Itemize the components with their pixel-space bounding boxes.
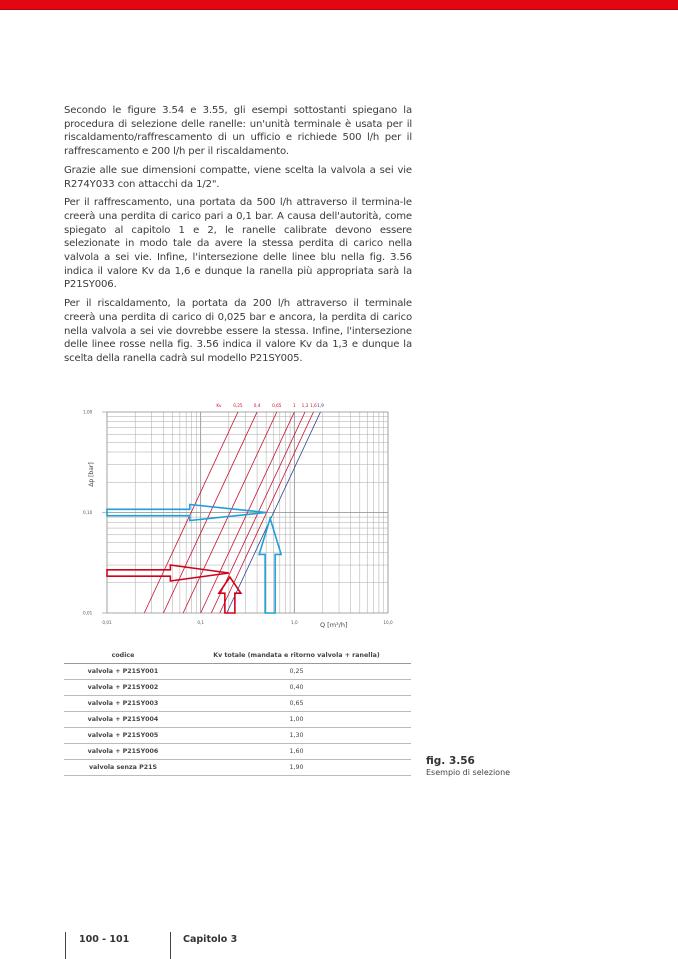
paragraph: Grazie alle sue dimensioni compatte, viene scelta la valvola a sei vie R274Y033 con attacchi da 1/2".	[64, 164, 412, 190]
table-header-row	[64, 648, 411, 664]
kv-curve-label: 1,9	[317, 403, 324, 408]
heating-horizontal-arrow	[107, 565, 229, 581]
table-row	[64, 664, 411, 680]
y-axis-label: Δp [bar]	[88, 462, 95, 487]
x-tick-label: 0,1	[197, 620, 205, 625]
cell-code: valvola + P21SY005	[64, 728, 182, 744]
table-row	[64, 680, 411, 696]
cell-code: valvola + P21SY004	[64, 712, 182, 728]
cell-kv: 1,30	[182, 728, 411, 744]
paragraph: Per il riscaldamento, la portata da 200 l/h attraverso il terminale creerà una perdita di carico di 0,025 bar e ancora, la perdita di carico nella valvola a sei vie dovrebbe essere la stessa. Infine, l'intersezione delle linee rosse nella fig. 3.56 indica il valore Kv da 1,3 e dunque la scelta della ranella cadrà sul modello P21SY005.	[64, 298, 412, 364]
x-tick-label: 1,0	[290, 620, 298, 625]
cell-kv: 0,40	[182, 680, 411, 696]
table-row	[64, 744, 411, 760]
kv-curve-label: 1	[292, 403, 296, 408]
cell-kv: 0,65	[182, 696, 411, 712]
cell-kv: 1,90	[182, 760, 411, 776]
x-axis-label: Q [m³/h]	[320, 621, 348, 629]
page-numbers: 100 - 101	[79, 934, 130, 945]
kv-curve-label: 1,6	[310, 403, 317, 408]
table-row	[64, 760, 411, 776]
cell-code: valvola senza P21S	[64, 760, 182, 776]
cell-code: valvola + P21SY002	[64, 680, 182, 696]
y-tick-label: 0,01	[83, 610, 93, 616]
cell-code: valvola + P21SY003	[64, 696, 182, 712]
y-tick-label: 0,10	[83, 510, 93, 515]
kv-label: Kv	[216, 403, 222, 408]
table-row	[64, 728, 411, 744]
cell-code: valvola + P21SY001	[64, 664, 182, 680]
paragraph: Secondo le figure 3.54 e 3.55, gli esempi sottostanti spiegano la procedura di selezione delle ranelle: un'unità terminale è usata per il riscaldamento/raffrescamento di un ufficio e richiede 500 l/h per il raffrescamento e 200 l/h per il riscaldamento.	[64, 105, 412, 158]
y-tick-label: 1,00	[83, 409, 93, 415]
kv-table	[64, 648, 411, 776]
chapter-label: Capitolo 3	[183, 934, 238, 945]
selection-arrows	[107, 505, 281, 614]
footer-divider	[170, 932, 171, 959]
table-row	[64, 696, 411, 712]
cooling-vertical-arrow	[259, 519, 281, 614]
figure-caption: Esempio di selezione	[426, 768, 511, 777]
cell-code: valvola + P21SY006	[64, 744, 182, 760]
header-code: codice	[64, 648, 182, 664]
cell-kv: 1,00	[182, 712, 411, 728]
kv-curve-label: 0,25	[233, 403, 243, 408]
footer-divider	[65, 932, 66, 959]
x-tick-label: 10,0	[383, 620, 393, 625]
cell-kv: 0,25	[182, 664, 411, 680]
figure-number: fig. 3.56	[426, 755, 475, 767]
kv-curve-label: 0,4	[253, 403, 261, 408]
chart-grid	[102, 412, 388, 613]
kv-curve-label: 1,3	[301, 403, 309, 408]
header-kv: Kv totale (mandata e ritorno valvola + ranella)	[182, 648, 411, 664]
kv-curve-label: 0,65	[272, 403, 282, 408]
table-row	[64, 712, 411, 728]
x-tick-label: 0,01	[102, 620, 112, 625]
paragraph: Per il raffrescamento, una portata da 500 l/h attraverso il termina-le creerà una perdita di carico pari a 0,1 bar. A causa dell'autorità, come spiegato al capitolo 1 e 2, le ranelle calibrate devono essere selezionate in modo tale da avere la stessa perdita di carico nella valvola a sei vie. Infine, l'intersezione delle linee blu nella fig. 3.56 indica il valore Kv da 1,6 e dunque la ranella più appropriata sarà la P21SY006.	[64, 197, 412, 291]
cell-kv: 1,60	[182, 744, 411, 760]
